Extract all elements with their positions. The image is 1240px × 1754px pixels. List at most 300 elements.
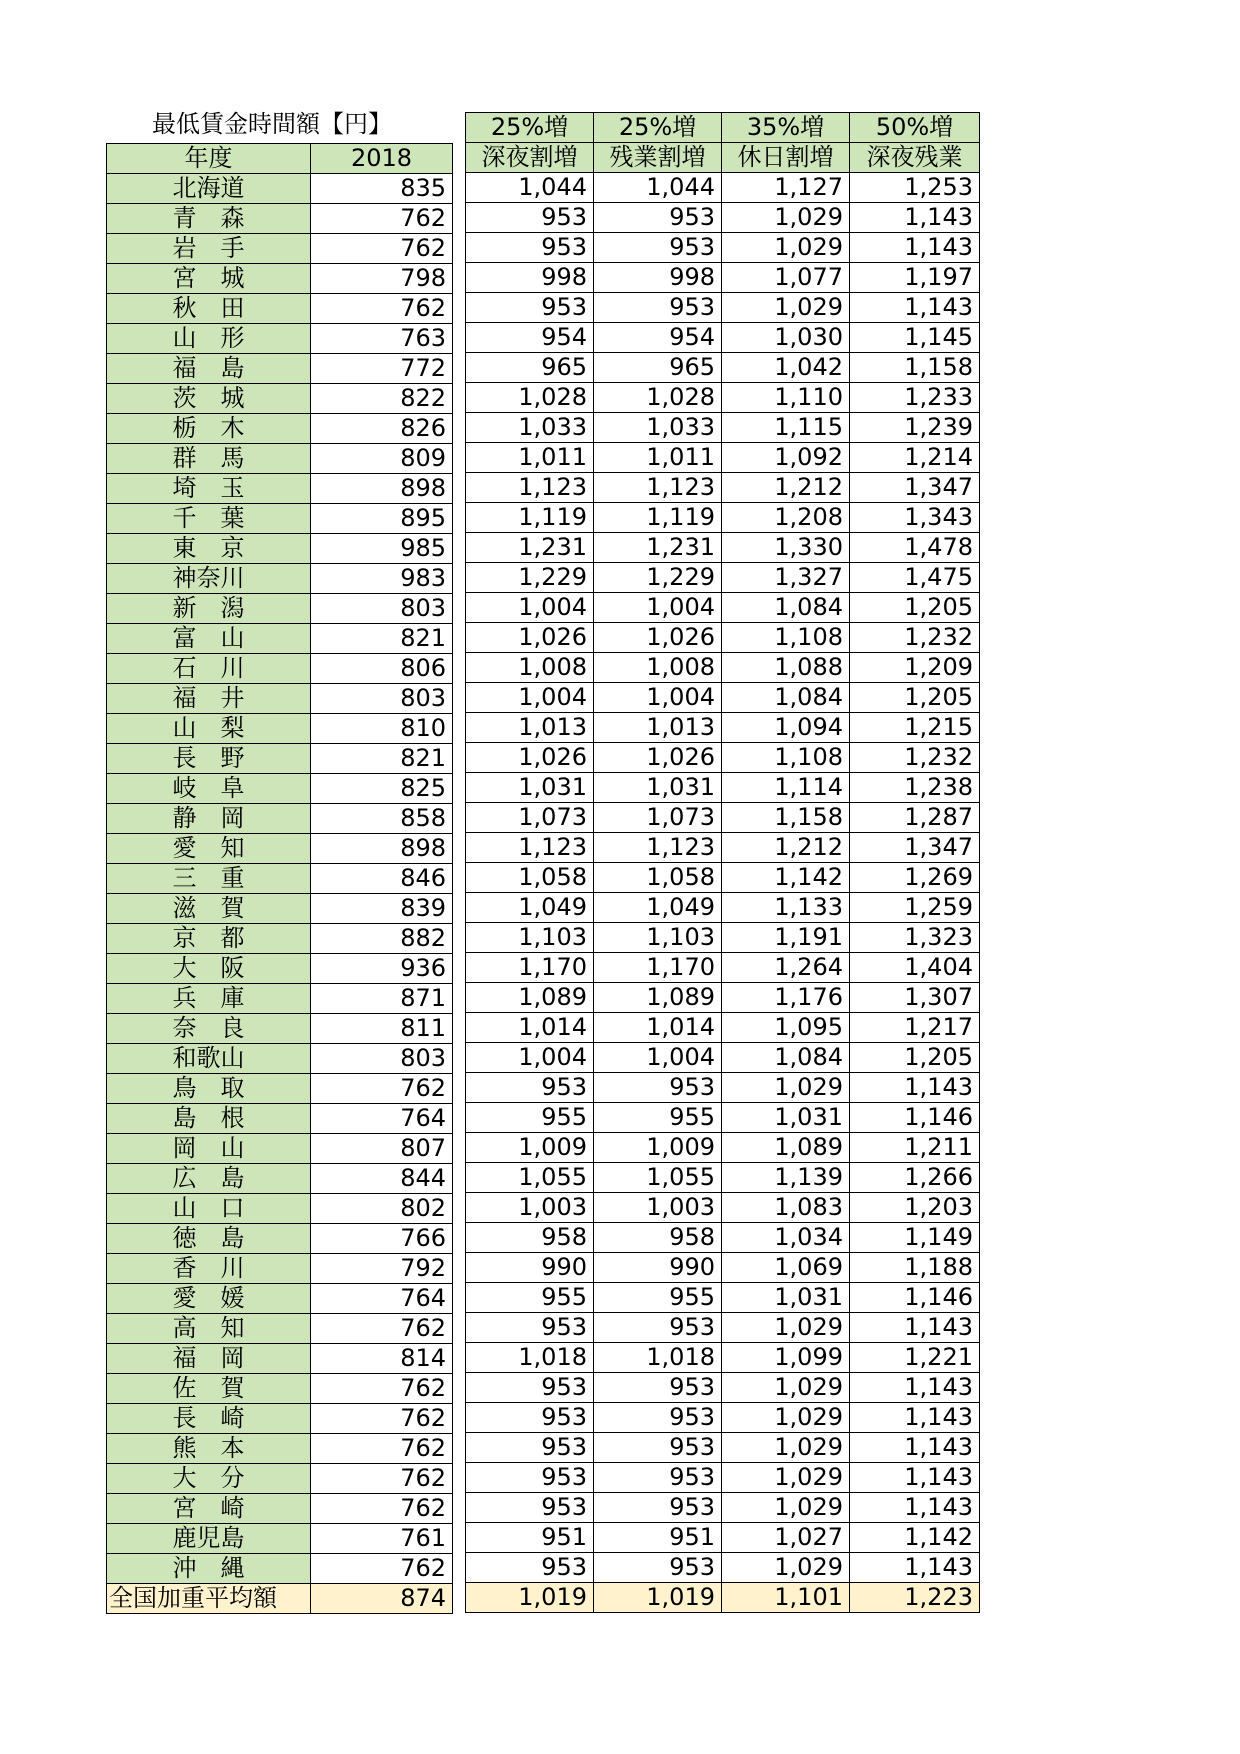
- wage-cell: 762: [311, 1464, 453, 1494]
- table-row: [466, 683, 980, 713]
- night-overtime-cell: 1,404: [850, 953, 980, 983]
- night-premium-cell: 953: [466, 1553, 594, 1583]
- wage-cell: 766: [311, 1224, 453, 1254]
- table-row: [107, 804, 453, 834]
- table-row: [107, 684, 453, 714]
- overtime-premium-cell: 990: [594, 1253, 722, 1283]
- wage-cell: 882: [311, 924, 453, 954]
- night-overtime-cell: 1,149: [850, 1223, 980, 1253]
- holiday-premium-cell: 1,095: [722, 1013, 850, 1043]
- night-overtime-cell: 1,307: [850, 983, 980, 1013]
- table-row: [107, 1284, 453, 1314]
- overtime-premium-cell: 1,119: [594, 503, 722, 533]
- minimum-wage-table: [106, 143, 453, 1614]
- average-wage-cell: 874: [311, 1584, 453, 1614]
- overtime-premium-cell: 953: [594, 1433, 722, 1463]
- night-overtime-cell: 1,188: [850, 1253, 980, 1283]
- holiday-premium-cell: 1,108: [722, 623, 850, 653]
- overtime-premium-cell: 1,004: [594, 593, 722, 623]
- table-row: [107, 1494, 453, 1524]
- night-premium-cell: 1,229: [466, 563, 594, 593]
- overtime-premium-cell: 1,049: [594, 893, 722, 923]
- night-premium-cell: 1,028: [466, 383, 594, 413]
- holiday-premium-cell: 1,029: [722, 293, 850, 323]
- night-premium-cell: 1,026: [466, 623, 594, 653]
- table-row: [466, 1553, 980, 1583]
- prefecture-cell: 新 潟: [107, 594, 311, 624]
- overtime-premium-cell: 1,013: [594, 713, 722, 743]
- holiday-premium-cell: 1,031: [722, 1103, 850, 1133]
- table-row: [107, 234, 453, 264]
- overtime-premium-cell: 1,123: [594, 473, 722, 503]
- night-premium-cell: 1,004: [466, 1043, 594, 1073]
- wage-cell: 844: [311, 1164, 453, 1194]
- holiday-premium-cell: 1,133: [722, 893, 850, 923]
- holiday-premium-cell: 1,191: [722, 923, 850, 953]
- overtime-premium-cell: 953: [594, 1463, 722, 1493]
- overtime-premium-cell: 953: [594, 293, 722, 323]
- prefecture-cell: 富 山: [107, 624, 311, 654]
- table-row: [107, 204, 453, 234]
- prefecture-cell: 神奈川: [107, 564, 311, 594]
- wage-cell: 763: [311, 324, 453, 354]
- prefecture-cell: 愛 知: [107, 834, 311, 864]
- night-premium-cell: 953: [466, 1403, 594, 1433]
- night-overtime-cell: 1,205: [850, 1043, 980, 1073]
- night-premium-cell: 1,009: [466, 1133, 594, 1163]
- holiday-premium-cell: 1,208: [722, 503, 850, 533]
- night-overtime-cell: 1,211: [850, 1133, 980, 1163]
- holiday-premium-cell: 1,029: [722, 1433, 850, 1463]
- night-overtime-cell: 1,253: [850, 173, 980, 203]
- wage-cell: 809: [311, 444, 453, 474]
- percent-header: 35%増: [722, 113, 850, 143]
- wage-cell: 803: [311, 594, 453, 624]
- holiday-premium-cell: 1,029: [722, 1403, 850, 1433]
- prefecture-cell: 島 根: [107, 1104, 311, 1134]
- holiday-premium-cell: 1,084: [722, 593, 850, 623]
- table-row: [466, 173, 980, 203]
- night-premium-cell: 1,119: [466, 503, 594, 533]
- prefecture-cell: 青 森: [107, 204, 311, 234]
- holiday-premium-cell: 1,029: [722, 1313, 850, 1343]
- table-row: [466, 413, 980, 443]
- night-overtime-cell: 1,221: [850, 1343, 980, 1373]
- wage-cell: 846: [311, 864, 453, 894]
- table-row: [466, 233, 980, 263]
- holiday-premium-cell: 1,142: [722, 863, 850, 893]
- prefecture-cell: 佐 賀: [107, 1374, 311, 1404]
- table-row: [466, 983, 980, 1013]
- table-row: [466, 1193, 980, 1223]
- night-overtime-cell: 1,232: [850, 623, 980, 653]
- overtime-premium-cell: 1,229: [594, 563, 722, 593]
- table-row: [466, 1433, 980, 1463]
- table-row: [107, 324, 453, 354]
- holiday-premium-cell: 1,127: [722, 173, 850, 203]
- year-value: 2018: [311, 144, 453, 174]
- table-row: [466, 1133, 980, 1163]
- table-row: [107, 1344, 453, 1374]
- average-night-premium-cell: 1,019: [466, 1583, 594, 1613]
- wage-cell: 898: [311, 834, 453, 864]
- holiday-premium-cell: 1,264: [722, 953, 850, 983]
- prefecture-cell: 大 阪: [107, 954, 311, 984]
- night-premium-cell: 998: [466, 263, 594, 293]
- holiday-premium-cell: 1,034: [722, 1223, 850, 1253]
- table-row: [466, 1523, 980, 1553]
- table-row: [466, 1043, 980, 1073]
- name-header-row: [466, 143, 980, 173]
- prefecture-cell: 栃 木: [107, 414, 311, 444]
- night-premium-cell: 1,026: [466, 743, 594, 773]
- overtime-premium-cell: 1,073: [594, 803, 722, 833]
- overtime-premium-cell: 953: [594, 1553, 722, 1583]
- prefecture-cell: 山 梨: [107, 714, 311, 744]
- table-row: [107, 624, 453, 654]
- table-row: [107, 654, 453, 684]
- table-row: [107, 444, 453, 474]
- overtime-premium-cell: 1,031: [594, 773, 722, 803]
- prefecture-cell: 山 口: [107, 1194, 311, 1224]
- table-row: [107, 294, 453, 324]
- table-row: [107, 894, 453, 924]
- prefecture-cell: 秋 田: [107, 294, 311, 324]
- average-label: 全国加重平均額: [107, 1584, 311, 1614]
- night-overtime-cell: 1,143: [850, 1433, 980, 1463]
- night-premium-cell: 1,004: [466, 683, 594, 713]
- table-row: [466, 893, 980, 923]
- night-overtime-cell: 1,143: [850, 233, 980, 263]
- holiday-premium-cell: 1,139: [722, 1163, 850, 1193]
- prefecture-cell: 埼 玉: [107, 474, 311, 504]
- table-row: [466, 1493, 980, 1523]
- table-row: [107, 834, 453, 864]
- prefecture-cell: 高 知: [107, 1314, 311, 1344]
- table-row: [466, 533, 980, 563]
- prefecture-cell: 沖 縄: [107, 1554, 311, 1584]
- average-night-overtime-cell: 1,223: [850, 1583, 980, 1613]
- wage-cell: 761: [311, 1524, 453, 1554]
- table-row: [107, 1074, 453, 1104]
- overtime-premium-cell: 953: [594, 233, 722, 263]
- holiday-premium-cell: 1,094: [722, 713, 850, 743]
- prefecture-cell: 福 井: [107, 684, 311, 714]
- prefecture-cell: 愛 媛: [107, 1284, 311, 1314]
- holiday-premium-cell: 1,029: [722, 1463, 850, 1493]
- night-premium-cell: 1,231: [466, 533, 594, 563]
- holiday-premium-cell: 1,029: [722, 203, 850, 233]
- average-row: [107, 1584, 453, 1614]
- table-row: [466, 1163, 980, 1193]
- night-overtime-cell: 1,146: [850, 1103, 980, 1133]
- overtime-premium-cell: 1,008: [594, 653, 722, 683]
- table-row: [466, 1223, 980, 1253]
- table-row: [466, 1253, 980, 1283]
- percent-header: 25%増: [594, 113, 722, 143]
- night-premium-cell: 955: [466, 1283, 594, 1313]
- prefecture-cell: 鹿児島: [107, 1524, 311, 1554]
- night-overtime-cell: 1,158: [850, 353, 980, 383]
- overtime-premium-cell: 955: [594, 1103, 722, 1133]
- table-row: [466, 1013, 980, 1043]
- prefecture-cell: 徳 島: [107, 1224, 311, 1254]
- night-overtime-cell: 1,323: [850, 923, 980, 953]
- night-premium-cell: 953: [466, 1313, 594, 1343]
- holiday-premium-cell: 1,030: [722, 323, 850, 353]
- prefecture-cell: 岩 手: [107, 234, 311, 264]
- table-row: [466, 503, 980, 533]
- table-row: [466, 923, 980, 953]
- night-overtime-cell: 1,266: [850, 1163, 980, 1193]
- night-overtime-cell: 1,209: [850, 653, 980, 683]
- overtime-premium-cell: 1,058: [594, 863, 722, 893]
- prefecture-cell: 岡 山: [107, 1134, 311, 1164]
- table-row: [107, 1224, 453, 1254]
- table-row: [107, 1014, 453, 1044]
- table-row: [466, 773, 980, 803]
- wage-cell: 762: [311, 1554, 453, 1584]
- night-premium-cell: 965: [466, 353, 594, 383]
- table-row: [466, 263, 980, 293]
- table-row: [107, 924, 453, 954]
- overtime-premium-cell: 1,009: [594, 1133, 722, 1163]
- night-overtime-cell: 1,143: [850, 1073, 980, 1103]
- wage-cell: 764: [311, 1104, 453, 1134]
- prefecture-cell: 宮 城: [107, 264, 311, 294]
- night-premium-cell: 953: [466, 1433, 594, 1463]
- holiday-premium-cell: 1,176: [722, 983, 850, 1013]
- prefecture-cell: 鳥 取: [107, 1074, 311, 1104]
- table-row: [107, 594, 453, 624]
- table-row: [107, 354, 453, 384]
- holiday-premium-cell: 1,069: [722, 1253, 850, 1283]
- wage-cell: 821: [311, 744, 453, 774]
- overtime-premium-cell: 1,089: [594, 983, 722, 1013]
- table-row: [107, 1164, 453, 1194]
- wage-cell: 821: [311, 624, 453, 654]
- premium-wage-table: [465, 112, 980, 1613]
- overtime-premium-cell: 1,028: [594, 383, 722, 413]
- wage-cell: 983: [311, 564, 453, 594]
- wage-cell: 798: [311, 264, 453, 294]
- overtime-premium-cell: 1,004: [594, 683, 722, 713]
- wage-cell: 858: [311, 804, 453, 834]
- table-row: [107, 1194, 453, 1224]
- overtime-premium-cell: 953: [594, 1073, 722, 1103]
- holiday-premium-cell: 1,031: [722, 1283, 850, 1313]
- overtime-premium-cell: 1,170: [594, 953, 722, 983]
- holiday-premium-cell: 1,099: [722, 1343, 850, 1373]
- night-overtime-cell: 1,478: [850, 533, 980, 563]
- overtime-premium-cell: 953: [594, 1403, 722, 1433]
- holiday-premium-cell: 1,089: [722, 1133, 850, 1163]
- table-row: [107, 1104, 453, 1134]
- wage-cell: 826: [311, 414, 453, 444]
- night-overtime-cell: 1,259: [850, 893, 980, 923]
- table-row: [466, 1103, 980, 1133]
- table-row: [466, 1463, 980, 1493]
- prefecture-cell: 和歌山: [107, 1044, 311, 1074]
- holiday-premium-cell: 1,084: [722, 683, 850, 713]
- wage-cell: 762: [311, 204, 453, 234]
- holiday-premium-cell: 1,084: [722, 1043, 850, 1073]
- prefecture-cell: 滋 賀: [107, 894, 311, 924]
- holiday-premium-cell: 1,029: [722, 1553, 850, 1583]
- night-overtime-cell: 1,143: [850, 1373, 980, 1403]
- table-row: [107, 504, 453, 534]
- holiday-premium-cell: 1,088: [722, 653, 850, 683]
- holiday-premium-cell: 1,110: [722, 383, 850, 413]
- overtime-premium-cell: 953: [594, 1313, 722, 1343]
- left-header-row: [107, 144, 453, 174]
- wage-cell: 762: [311, 1494, 453, 1524]
- holiday-premium-cell: 1,029: [722, 1073, 850, 1103]
- table-row: [466, 743, 980, 773]
- night-overtime-cell: 1,217: [850, 1013, 980, 1043]
- table-row: [107, 384, 453, 414]
- holiday-premium-cell: 1,092: [722, 443, 850, 473]
- wage-cell: 825: [311, 774, 453, 804]
- sheet-title: 最低賃金時間額【円】: [152, 110, 392, 138]
- table-row: [107, 1404, 453, 1434]
- percent-header-row: [466, 113, 980, 143]
- night-premium-cell: 1,044: [466, 173, 594, 203]
- table-row: [107, 774, 453, 804]
- table-row: [466, 203, 980, 233]
- table-row: [466, 863, 980, 893]
- prefecture-cell: 熊 本: [107, 1434, 311, 1464]
- wage-cell: 802: [311, 1194, 453, 1224]
- night-premium-cell: 1,055: [466, 1163, 594, 1193]
- wage-cell: 803: [311, 1044, 453, 1074]
- night-premium-cell: 1,004: [466, 593, 594, 623]
- column-header: 深夜残業: [850, 143, 980, 173]
- prefecture-cell: 京 都: [107, 924, 311, 954]
- prefecture-cell: 岐 阜: [107, 774, 311, 804]
- night-premium-cell: 1,170: [466, 953, 594, 983]
- table-row: [466, 1283, 980, 1313]
- table-row: [466, 383, 980, 413]
- wage-cell: 803: [311, 684, 453, 714]
- table-row: [107, 864, 453, 894]
- night-overtime-cell: 1,205: [850, 593, 980, 623]
- average-overtime-premium-cell: 1,019: [594, 1583, 722, 1613]
- overtime-premium-cell: 953: [594, 1493, 722, 1523]
- night-premium-cell: 1,073: [466, 803, 594, 833]
- overtime-premium-cell: 954: [594, 323, 722, 353]
- holiday-premium-cell: 1,042: [722, 353, 850, 383]
- prefecture-cell: 三 重: [107, 864, 311, 894]
- holiday-premium-cell: 1,115: [722, 413, 850, 443]
- table-row: [466, 1313, 980, 1343]
- overtime-premium-cell: 1,011: [594, 443, 722, 473]
- night-premium-cell: 953: [466, 1463, 594, 1493]
- night-premium-cell: 955: [466, 1103, 594, 1133]
- night-premium-cell: 953: [466, 1493, 594, 1523]
- overtime-premium-cell: 1,003: [594, 1193, 722, 1223]
- table-row: [107, 174, 453, 204]
- wage-cell: 762: [311, 1404, 453, 1434]
- prefecture-cell: 千 葉: [107, 504, 311, 534]
- table-row: [107, 744, 453, 774]
- overtime-premium-cell: 951: [594, 1523, 722, 1553]
- prefecture-cell: 大 分: [107, 1464, 311, 1494]
- night-premium-cell: 1,031: [466, 773, 594, 803]
- overtime-premium-cell: 958: [594, 1223, 722, 1253]
- table-row: [107, 474, 453, 504]
- night-premium-cell: 951: [466, 1523, 594, 1553]
- night-overtime-cell: 1,146: [850, 1283, 980, 1313]
- table-row: [107, 1044, 453, 1074]
- night-premium-cell: 953: [466, 233, 594, 263]
- table-row: [107, 1254, 453, 1284]
- night-overtime-cell: 1,143: [850, 1553, 980, 1583]
- night-overtime-cell: 1,347: [850, 833, 980, 863]
- night-overtime-cell: 1,143: [850, 1313, 980, 1343]
- wage-cell: 762: [311, 294, 453, 324]
- night-overtime-cell: 1,347: [850, 473, 980, 503]
- table-row: [466, 833, 980, 863]
- wage-cell: 822: [311, 384, 453, 414]
- night-overtime-cell: 1,233: [850, 383, 980, 413]
- night-premium-cell: 1,123: [466, 473, 594, 503]
- wage-cell: 936: [311, 954, 453, 984]
- table-row: [466, 293, 980, 323]
- night-overtime-cell: 1,214: [850, 443, 980, 473]
- table-row: [466, 653, 980, 683]
- night-overtime-cell: 1,238: [850, 773, 980, 803]
- night-premium-cell: 1,008: [466, 653, 594, 683]
- wage-cell: 811: [311, 1014, 453, 1044]
- overtime-premium-cell: 1,055: [594, 1163, 722, 1193]
- wage-cell: 806: [311, 654, 453, 684]
- night-overtime-cell: 1,232: [850, 743, 980, 773]
- wage-cell: 762: [311, 1434, 453, 1464]
- night-overtime-cell: 1,203: [850, 1193, 980, 1223]
- holiday-premium-cell: 1,029: [722, 1373, 850, 1403]
- night-premium-cell: 1,089: [466, 983, 594, 1013]
- night-overtime-cell: 1,197: [850, 263, 980, 293]
- holiday-premium-cell: 1,327: [722, 563, 850, 593]
- overtime-premium-cell: 1,231: [594, 533, 722, 563]
- prefecture-cell: 広 島: [107, 1164, 311, 1194]
- table-row: [107, 1554, 453, 1584]
- table-row: [466, 1343, 980, 1373]
- wage-cell: 810: [311, 714, 453, 744]
- table-row: [466, 323, 980, 353]
- wage-cell: 772: [311, 354, 453, 384]
- table-row: [466, 713, 980, 743]
- holiday-premium-cell: 1,077: [722, 263, 850, 293]
- wage-cell: 835: [311, 174, 453, 204]
- prefecture-cell: 宮 崎: [107, 1494, 311, 1524]
- overtime-premium-cell: 953: [594, 203, 722, 233]
- table-row: [466, 563, 980, 593]
- table-row: [107, 1434, 453, 1464]
- night-overtime-cell: 1,143: [850, 1403, 980, 1433]
- wage-cell: 762: [311, 1374, 453, 1404]
- table-row: [107, 564, 453, 594]
- night-premium-cell: 954: [466, 323, 594, 353]
- night-overtime-cell: 1,145: [850, 323, 980, 353]
- table-row: [107, 1464, 453, 1494]
- wage-cell: 792: [311, 1254, 453, 1284]
- prefecture-cell: 群 馬: [107, 444, 311, 474]
- overtime-premium-cell: 1,004: [594, 1043, 722, 1073]
- overtime-premium-cell: 955: [594, 1283, 722, 1313]
- night-premium-cell: 953: [466, 1073, 594, 1103]
